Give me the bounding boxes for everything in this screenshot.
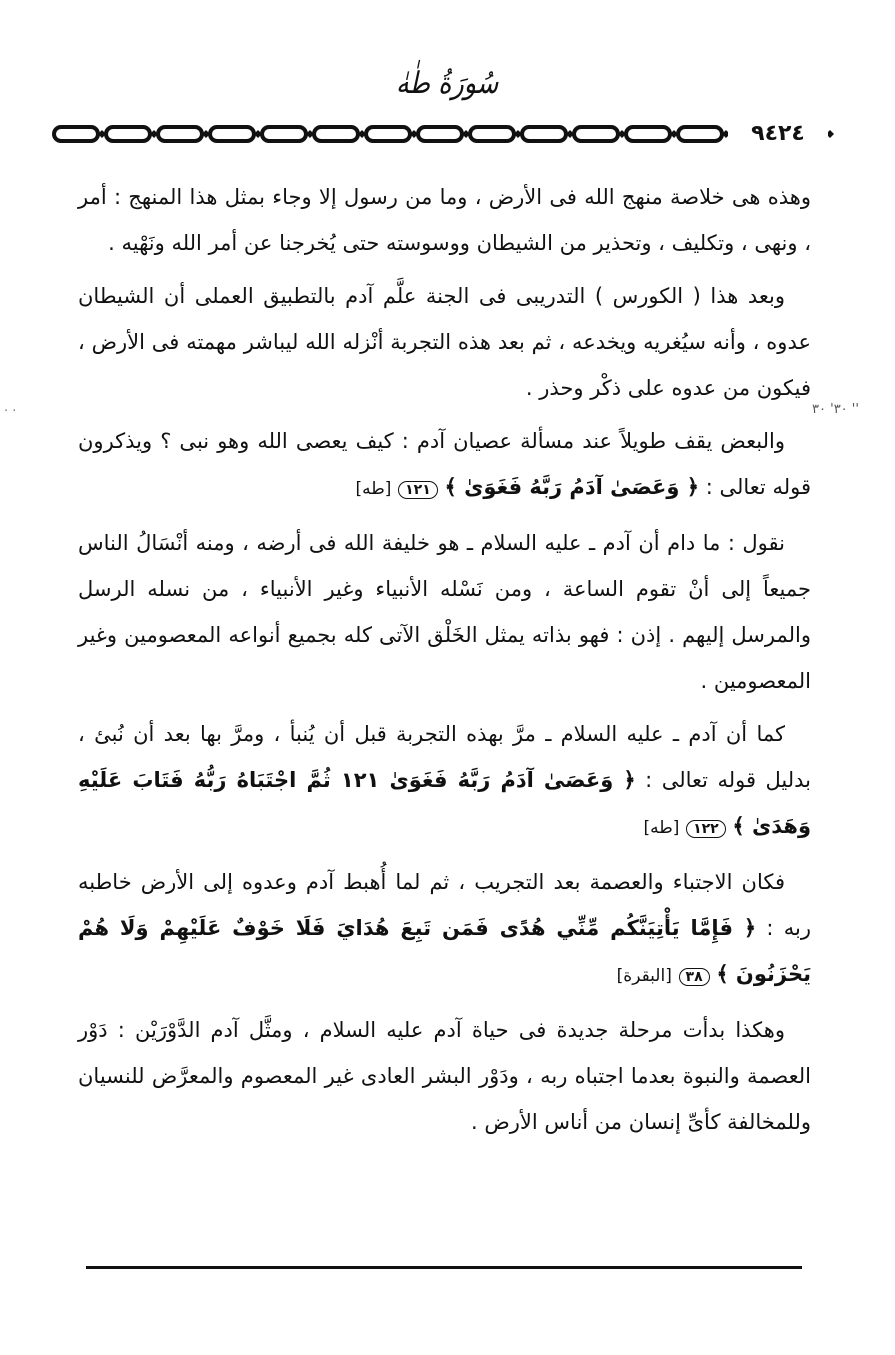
ayah-number: ١٢٢ [686, 820, 726, 838]
chain-link [314, 127, 358, 141]
chain-link [418, 127, 462, 141]
chain-link [522, 127, 566, 141]
margin-note-right: ٣٠' ٣٠ '' [812, 402, 859, 417]
chain-link [262, 127, 306, 141]
chain-link [54, 127, 98, 141]
chain-link [626, 127, 670, 141]
paragraph-5 [78, 711, 811, 852]
paragraph-3 [78, 418, 811, 513]
verse-source: [طه] [643, 818, 680, 838]
chain-link [678, 127, 722, 141]
surah-title: سُورَةُ طٰهٰ [396, 66, 499, 101]
paragraph-1: وهذه هى خلاصة منهج الله فى الأرض ، وما من رسول إلا وجاء بمثل هذا المنهج : أمر ، ونهى ، وتكليف ، وتحذير من الشيطان ووسوسته حتى يُخرجنا عن أمر الله ونَهْيه . [78, 185, 811, 255]
quran-verse: ﴿ وَعَصَىٰ آدَمُ رَبَّهُ فَغَوَىٰ ﴾ [444, 475, 700, 499]
margin-note-left: . . [4, 400, 17, 415]
ornamental-header-band [50, 118, 840, 150]
chain-link [106, 127, 150, 141]
chain-link [158, 127, 202, 141]
paragraph-3-text: والبعض يقف طويلاً عند مسألة عصيان آدم : كيف يعصى الله وهو نبى ؟ ويذكرون قوله تعالى : [78, 429, 811, 499]
paragraph-7: وهكذا بدأت مرحلة جديدة فى حياة آدم عليه السلام ، ومثَّل آدم الدَّوْرَيْن : دَوْر العصمة والنبوة بعدما اجتباه ربه ، ودَوْر البشر العادى غير المعصوم والمعرَّض للنسيان وللمخالفة كأىِّ إنسان من أناس الأرض . [78, 1018, 811, 1134]
paragraph-2: وبعد هذا ( الكورس ) التدريبى فى الجنة علَّم آدم بالتطبيق العملى أن الشيطان عدوه ، وأنه سيُغريه ويخدعه ، ثم بعد هذه التجربة أنْزله الله ليباشر مهمته فى الأرض ، فيكون من عدوه على ذكْر وحذر . [78, 284, 811, 400]
chain-link [366, 127, 410, 141]
footer-rule [86, 1266, 802, 1269]
chain-link [470, 127, 514, 141]
paragraph-5-text: كما أن آدم ـ عليه السلام ـ مرَّ بهذه التجربة قبل أن يُنبأ ، ومرَّ بها بعد أن نُبئ ، بدليل قوله تعالى : [78, 722, 811, 792]
ayah-number: ٣٨ [679, 968, 710, 986]
paragraph-6 [78, 859, 811, 1000]
quran-verse: ﴿ وَعَصَىٰ آدَمُ رَبَّهُ فَغَوَىٰ ١٢١ ثُمَّ اجْتَبَاهُ رَبُّهُ فَتَابَ عَلَيْهِ وَهَدَىٰ ﴾ [78, 768, 811, 838]
ayah-number: ١٢١ [398, 481, 438, 499]
paragraph-6-text: فكان الاجتباء والعصمة بعد التجريب ، ثم لما أُهبط آدم وعدوه إلى الأرض خاطبه ربه : [78, 870, 811, 940]
chain-link [210, 127, 254, 141]
page-text [78, 174, 811, 1152]
verse-source: [البقرة] [616, 966, 672, 986]
chain-link [574, 127, 618, 141]
verse-source: [طه] [355, 479, 392, 499]
page-number: ٩٤٢٤ [728, 118, 828, 150]
chain-ornament [50, 118, 840, 150]
quran-verse: ﴿ فَإِمَّا يَأْتِيَنَّكُم مِّنِّي هُدًى فَمَن تَبِعَ هُدَايَ فَلَا خَوْفٌ عَلَيْهِمْ وَلَا هُمْ يَحْزَنُونَ ﴾ [78, 916, 811, 986]
paragraph-4: نقول : ما دام أن آدم ـ عليه السلام ـ هو خليفة الله فى أرضه ، ومنه أنْسَالُ الناس جميعاً إلى أنْ تقوم الساعة ، ومن نَسْله الأنبياء وغير الأنبياء ، من نسله الرسل والمرسل إليهم . إذن : فهو بذاته يمثل الخَلْق الآتى كله بجميع أنواعه المعصومين وغير المعصومين . [78, 531, 811, 693]
